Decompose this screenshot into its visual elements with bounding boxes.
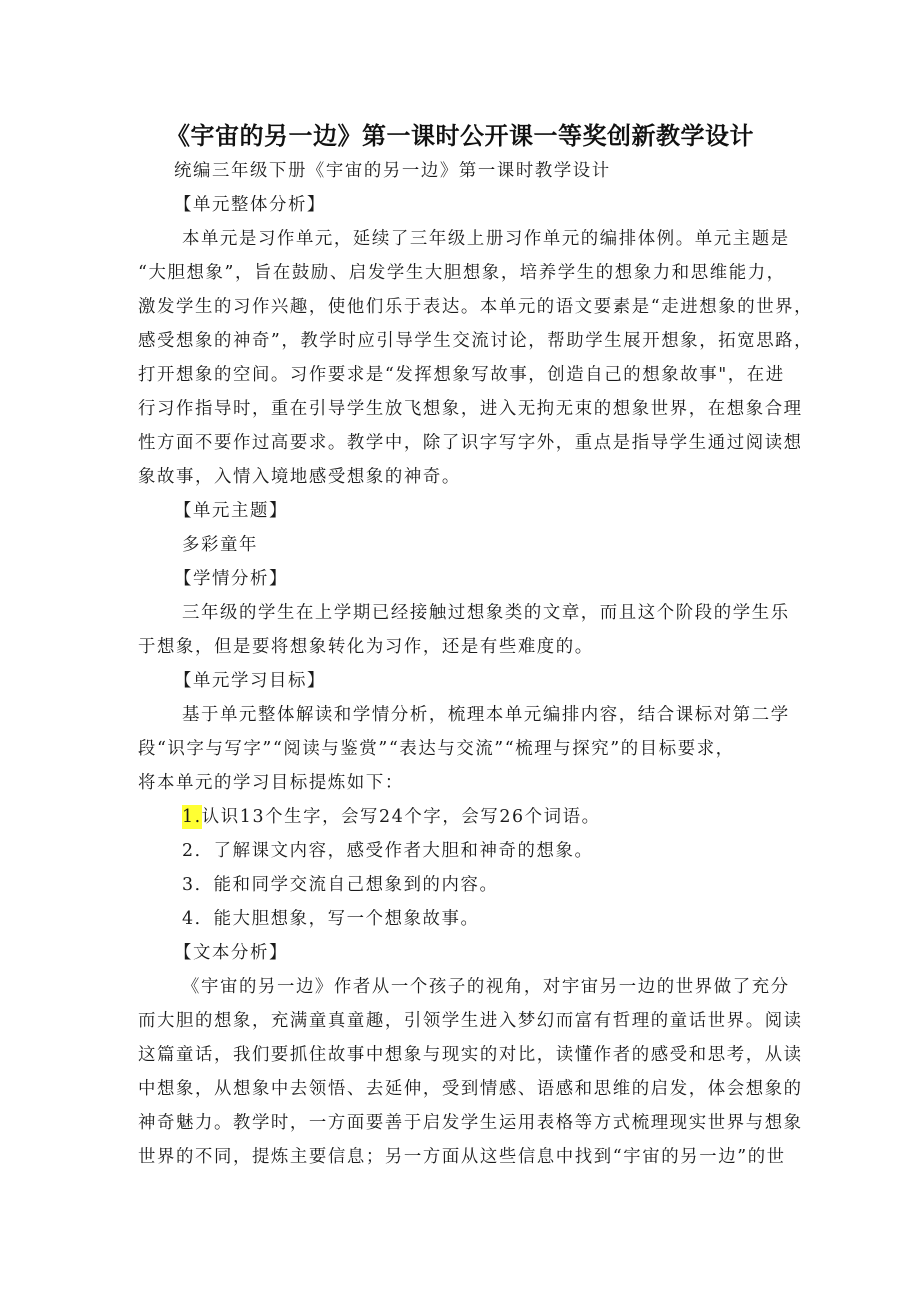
- paragraph-line: 感受想象的神奇”，教学时应引导学生交流讨论，帮助学生展开想象，拓宽思路，: [138, 331, 814, 351]
- paragraph-line: 《宇宙的另一边》作者从一个孩子的视角，对宇宙另一边的世界做了充分: [182, 977, 790, 997]
- paragraph-line: 段“识字与写字”“阅读与鉴赏”“表达与交流”“梳理与探究”的目标要求，: [138, 739, 735, 759]
- goal-list-item: [138, 868, 786, 902]
- paragraph-line: 这篇童话，我们要抓住故事中想象与现实的对比，读懂作者的感受和思考，从读: [138, 1045, 803, 1065]
- paragraph-line: 中想象，从想象中去领悟、去延伸，受到情感、语感和思维的启发，体会想象的: [138, 1079, 803, 1099]
- goal-number-highlighted: 1.: [182, 807, 202, 827]
- paragraph-line: 神奇魅力。教学时，一方面要善于启发学生运用表格等方式梳理现实世界与想象: [138, 1113, 803, 1133]
- paragraph-line: 三年级的学生在上学期已经接触过想象类的文章，而且这个阶段的学生乐: [182, 603, 790, 623]
- goal-text: ．能和同学交流自己想象到的内容。: [194, 875, 499, 895]
- paragraph-line: 将本单元的学习目标提炼如下：: [138, 773, 404, 793]
- paragraph-line: 性方面不要作过高要求。教学中，除了识字写字外，重点是指导学生通过阅读想: [138, 433, 803, 453]
- goal-list-item: [138, 800, 786, 834]
- paragraph-line: 激发学生的习作兴趣，使他们乐于表达。本单元的语文要素是“走进想象的世界，: [138, 297, 814, 317]
- goal-text: 认识13个生字，会写24个字，会写26个词语。: [201, 807, 601, 827]
- goal-number: 3: [182, 875, 195, 895]
- paragraph-line: 于想象，但是要将想象转化为习作，还是有些难度的。: [138, 637, 594, 657]
- goal-text: ．能大胆想象，写一个想象故事。: [194, 909, 480, 929]
- goal-number: 2: [182, 841, 195, 861]
- paragraph-line: 基于单元整体解读和学情分析，梳理本单元编排内容，结合课标对第二学: [182, 705, 790, 725]
- section-heading-unit-analysis: 【单元整体分析】: [174, 195, 326, 215]
- document-body: [138, 154, 814, 1174]
- paragraph-line: 世界的不同，提炼主要信息；另一方面从这些信息中找到“宇宙的另一边”的世: [138, 1147, 786, 1167]
- section-heading-unit-theme: 【单元主题】: [174, 501, 288, 521]
- unit-theme-text: 多彩童年: [182, 535, 258, 555]
- paragraph-line: 象故事，入情入境地感受想象的神奇。: [138, 467, 461, 487]
- paragraph-line: 而大胆的想象，充满童真童趣，引领学生进入梦幻而富有哲理的童话世界。阅读: [138, 1011, 803, 1031]
- paragraph-line: “大胆想象”，旨在鼓励、启发学生大胆想象，培养学生的想象力和思维能力，: [138, 263, 786, 283]
- section-heading-learning-analysis: 【学情分析】: [174, 569, 288, 589]
- document-title: 《宇宙的另一边》第一课时公开课一等奖创新教学设计: [166, 122, 754, 150]
- paragraph-line: 打开想象的空间。习作要求是“发挥想象写故事，创造自己的想象故事"，在进: [138, 365, 785, 385]
- paragraph-line: 本单元是习作单元，延续了三年级上册习作单元的编排体例。单元主题是: [182, 229, 790, 249]
- goal-list-item: [138, 834, 786, 868]
- goal-list-item: [138, 902, 786, 936]
- goal-number: 4: [182, 909, 195, 929]
- document-subtitle: 统编三年级下册《宇宙的另一边》第一课时教学设计: [174, 161, 611, 181]
- paragraph-line: 行习作指导时，重在引导学生放飞想象，进入无拘无束的想象世界，在想象合理: [138, 399, 803, 419]
- goal-text: ．了解课文内容，感受作者大胆和神奇的想象。: [194, 841, 594, 861]
- section-heading-text-analysis: 【文本分析】: [174, 943, 288, 963]
- section-heading-learning-goals: 【单元学习目标】: [174, 671, 326, 691]
